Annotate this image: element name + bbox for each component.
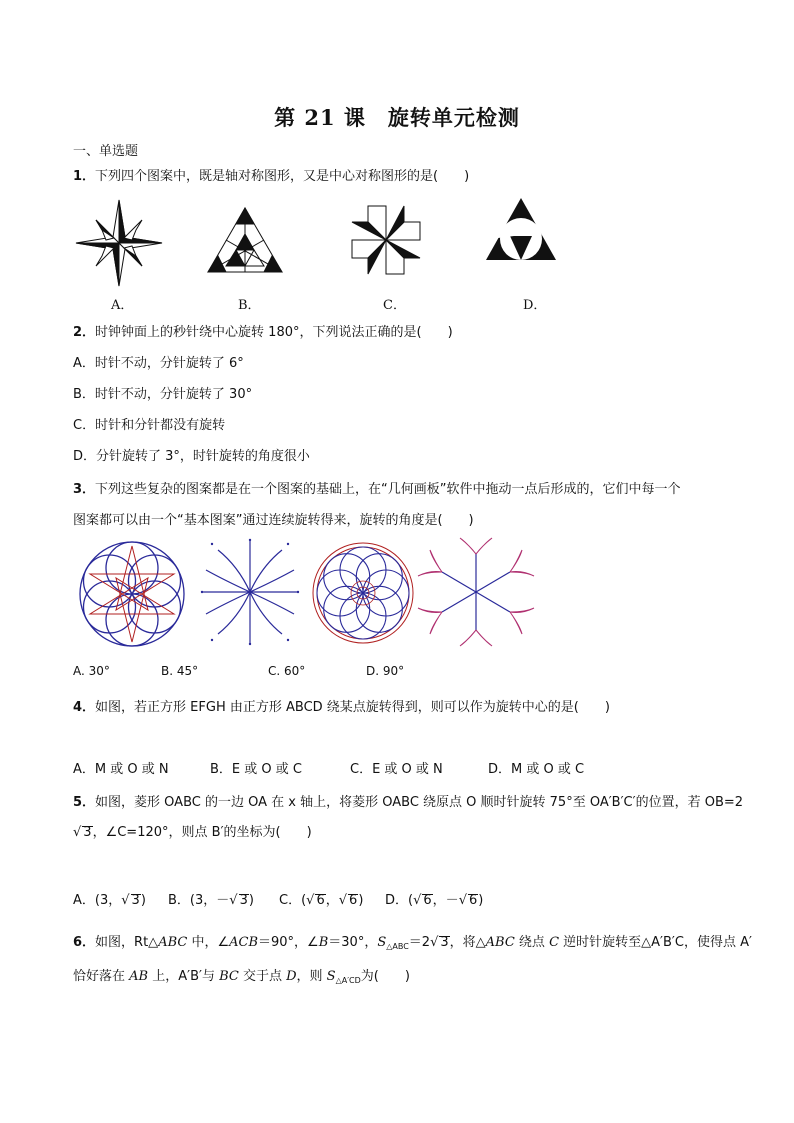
question-text-line1: 如图，菱形 OABC 的一边 OA 在 x 轴上，将菱形 OABC 绕原点 O 顺时针旋转 75°至 OA′B′C′的位置，若 OB=2 bbox=[95, 795, 744, 810]
question-5 bbox=[73, 791, 743, 810]
question-1 bbox=[73, 165, 469, 184]
question-6-line2: 恰好落在 AB 上，A′B′与 BC 交于点 D，则 $S_{\triangle A'CD}$为( ) bbox=[73, 969, 410, 985]
q3-option-b: B. 45° bbox=[161, 664, 199, 678]
question-text: 下列四个图案中，既是轴对称图形，又是中心对称图形的是( ) bbox=[95, 169, 470, 184]
question-number: 2． bbox=[73, 325, 96, 340]
q5-option-b: B．(3，－√ 3) bbox=[168, 893, 254, 908]
q1-label-d: D． bbox=[523, 298, 547, 313]
q2-option-d: D．分针旋转了 3°，时针旋转的角度很小 bbox=[73, 449, 310, 464]
q2-option-a: A．时针不动，分针旋转了 6° bbox=[73, 356, 244, 371]
sqrt-value: 3 bbox=[83, 825, 92, 840]
question-number: 6． bbox=[73, 935, 96, 950]
page-title: 第 21 课 旋转单元检测 bbox=[274, 105, 520, 130]
question-number: 3． bbox=[73, 482, 96, 497]
q3-figure-4 bbox=[416, 536, 536, 648]
question-text-line1: 下列这些复杂的图案都是在一个图案的基础上，在“几何画板”软件中拖动一点后形成的，它们中每一个 bbox=[95, 482, 681, 497]
q1-label-a: A． bbox=[111, 298, 134, 313]
q1-figure-a bbox=[74, 198, 164, 288]
q3-option-a: A. 30° bbox=[73, 664, 110, 678]
q1-figure-b bbox=[206, 206, 284, 274]
question-number: 5． bbox=[73, 795, 96, 810]
question-3 bbox=[73, 478, 681, 497]
question-3-line2: 图案都可以由一个“基本图案”通过连续旋转得来，旋转的角度是( ) bbox=[73, 513, 474, 528]
q5-option-d: D．(√ 6，－√ 6) bbox=[385, 893, 484, 908]
q2-option-c: C．时针和分针都没有旋转 bbox=[73, 418, 226, 433]
q1-figure-d bbox=[484, 196, 558, 264]
question-text-line2: ，∠C=120°，则点 B′的坐标为( ) bbox=[92, 825, 312, 840]
q1-figure-c bbox=[348, 202, 424, 278]
q4-option-c: C．E 或 O 或 N bbox=[350, 762, 443, 777]
question-2 bbox=[73, 321, 453, 340]
question-number: 1． bbox=[73, 169, 96, 184]
q1-label-c: C． bbox=[383, 298, 406, 313]
question-5-line2: √ 3，∠C=120°，则点 B′的坐标为( ) bbox=[73, 825, 312, 840]
q4-option-d: D．M 或 O 或 C bbox=[488, 762, 585, 777]
q5-option-a: A．(3，√ 3) bbox=[73, 893, 146, 908]
q5-option-c: C．(√ 6，√ 6) bbox=[279, 893, 364, 908]
q3-option-c: C. 60° bbox=[268, 664, 306, 678]
q1-label-b: B． bbox=[238, 298, 261, 313]
q4-option-b: B．E 或 O 或 C bbox=[210, 762, 302, 777]
question-text: 时钟钟面上的秒针绕中心旋转 180°，下列说法正确的是( ) bbox=[95, 325, 453, 340]
question-4 bbox=[73, 696, 610, 715]
question-text: 如图，若正方形 EFGH 由正方形 ABCD 绕某点旋转得到，则可以作为旋转中心的是( ) bbox=[95, 700, 610, 715]
q3-option-d: D. 90° bbox=[366, 664, 405, 678]
q4-option-a: A．M 或 O 或 N bbox=[73, 762, 169, 777]
q3-figure-3 bbox=[310, 540, 416, 646]
q3-figure-2 bbox=[198, 536, 302, 648]
question-6: 6．如图，Rt△ABC 中，∠ACB＝90°，∠B＝30°，$S_{\triangle ABC}=2√$ 3，将△ABC 绕点 C 逆时针旋转至△A′B′C，使得点 A′ bbox=[73, 935, 752, 951]
q2-option-b: B．时针不动，分针旋转了 30° bbox=[73, 387, 253, 402]
section-heading: 一、单选题 bbox=[73, 144, 139, 159]
question-number: 4． bbox=[73, 700, 96, 715]
q3-figure-1 bbox=[76, 538, 188, 650]
